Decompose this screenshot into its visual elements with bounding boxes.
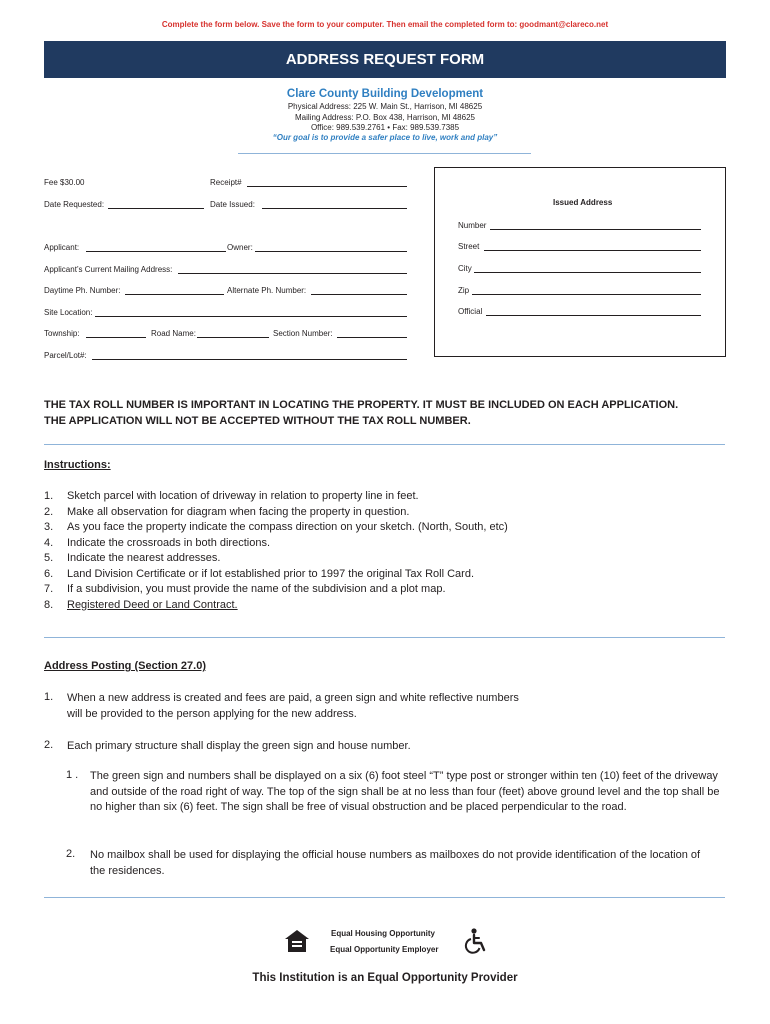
issued-number-field[interactable] — [490, 229, 701, 230]
date-issued-field[interactable] — [262, 208, 407, 209]
instruction-item: Land Division Certificate or if lot established prior to 1997 the original Tax Roll Card. — [67, 567, 475, 580]
issued-street-field[interactable] — [484, 250, 701, 251]
posting-subitem-2-num: 2. — [66, 848, 76, 860]
instruction-item: Sketch parcel with location of driveway in relation to property line in feet. — [67, 490, 419, 502]
issued-city-field[interactable] — [474, 272, 701, 273]
form-title-banner — [44, 41, 726, 78]
instruction-item: Indicate the nearest addresses. — [67, 552, 221, 564]
alternate-phone-label: Alternate Ph. Number: — [227, 286, 307, 295]
tax-roll-warning — [44, 397, 744, 429]
daytime-phone-label: Daytime Ph. Number: — [44, 286, 121, 295]
road-name-label: Road Name: — [151, 329, 196, 338]
owner-label: Owner: — [227, 243, 253, 252]
alternate-phone-field[interactable] — [311, 294, 407, 295]
department-motto: “Our goal is to provide a safer place to live, work and play” — [272, 133, 498, 142]
accessibility-icon — [462, 927, 490, 955]
department-name: Clare County Building Development — [286, 88, 484, 100]
instruction-number: 6. — [44, 567, 54, 580]
posting-heading: Address Posting (Section 27.0) — [44, 660, 206, 672]
section-divider-2 — [44, 637, 725, 638]
instruction-number: 8. — [44, 598, 54, 611]
instructions-heading: Instructions: — [44, 459, 111, 471]
issued-street-label: Street — [458, 242, 480, 251]
issued-city-label: City — [458, 264, 472, 273]
parcel-lot-label: Parcel/Lot#: — [44, 351, 87, 360]
mailing-address: Mailing Address: P.O. Box 438, Harrison, MI 48625 — [295, 113, 475, 122]
header-divider — [238, 153, 531, 154]
contact-numbers: Office: 989.539.2761 • Fax: 989.539.7385 — [310, 123, 460, 132]
physical-address: Physical Address: 225 W. Main St., Harrison, MI 48625 — [287, 102, 483, 111]
mailing-address-field[interactable] — [178, 273, 407, 274]
daytime-phone-field[interactable] — [125, 294, 224, 295]
warning-line-2: THE APPLICATION WILL NOT BE ACCEPTED WITHOUT THE TAX ROLL NUMBER. — [44, 415, 471, 427]
posting-subitem-2: No mailbox shall be used for displaying the official house numbers as mailboxes do not provide identification of the location of the residences. — [90, 849, 701, 877]
form-title: ADDRESS REQUEST FORM — [285, 51, 485, 68]
posting-item-1-num: 1. — [44, 691, 54, 703]
instruction-item: If a subdivision, you must provide the name of the subdivision and a plot map. — [67, 583, 446, 595]
road-name-field[interactable] — [197, 337, 269, 338]
section-number-label: Section Number: — [273, 329, 333, 338]
issued-number-label: Number — [458, 221, 487, 230]
top-instructions-note: Complete the form below. Save the form to your computer. Then email the completed form to: goodmant@clareco.net — [161, 20, 609, 29]
township-label: Township: — [44, 329, 80, 338]
parcel-lot-field[interactable] — [92, 359, 407, 360]
instruction-number: 3. — [44, 521, 54, 533]
posting-item-1-line-1: When a new address is created and fees are paid, a green sign and white reflective numbers — [67, 692, 519, 704]
owner-field[interactable] — [255, 251, 407, 252]
instruction-number: 1. — [44, 490, 54, 502]
posting-item-2-num: 2. — [44, 739, 54, 751]
posting-subitem-1: The green sign and numbers shall be displayed on a six (6) foot steel “T” type post or stronger within ten (10) feet of the driveway and outside of the road right of way. The top of the sign shall be at no less than four (feet) above ground level and the top shall be no higher than six (6) feet. The sign shall be free of visual obstruction and be placed perpendicular to the road. — [90, 770, 720, 813]
section-number-field[interactable] — [337, 337, 407, 338]
instruction-item: Registered Deed or Land Contract. — [67, 598, 238, 611]
township-field[interactable] — [86, 337, 146, 338]
date-requested-label: Date Requested: — [44, 200, 105, 209]
warning-line-1: THE TAX ROLL NUMBER IS IMPORTANT IN LOCATING THE PROPERTY. IT MUST BE INCLUDED ON EACH APPLICATION. — [44, 399, 679, 411]
posting-item-1-line-2: will be provided to the person applying for the new address. — [67, 707, 357, 720]
site-location-field[interactable] — [95, 316, 407, 317]
issued-official-field[interactable] — [486, 315, 701, 316]
section-divider-3 — [44, 897, 725, 898]
date-issued-label: Date Issued: — [210, 200, 255, 209]
receipt-label: Receipt# — [210, 178, 242, 187]
issued-zip-field[interactable] — [472, 294, 701, 295]
posting-subitem-1-num: 1 . — [66, 769, 79, 781]
issued-official-label: Official — [458, 307, 483, 316]
instruction-item: Make all observation for diagram when facing the property in question. — [67, 505, 410, 518]
issued-zip-label: Zip — [458, 286, 470, 295]
instruction-number: 2. — [44, 505, 54, 518]
instruction-number: 7. — [44, 583, 54, 595]
date-requested-field[interactable] — [108, 208, 204, 209]
issued-address-title: Issued Address — [553, 198, 613, 207]
instruction-item: As you face the property indicate the compass direction on your sketch. (North, South, etc) — [67, 521, 508, 533]
posting-item-2: Each primary structure shall display the green sign and house number. — [67, 740, 411, 752]
instruction-item: Indicate the crossroads in both directions. — [67, 536, 271, 549]
posting-item-1 — [67, 691, 727, 722]
mailing-address-label: Applicant’s Current Mailing Address: — [44, 265, 173, 274]
fee-label: Fee $30.00 — [44, 178, 85, 187]
equal-housing-icon — [284, 929, 310, 953]
section-divider-1 — [44, 444, 725, 445]
applicant-label: Applicant: — [44, 243, 80, 252]
applicant-field[interactable] — [86, 251, 226, 252]
instruction-number: 4. — [44, 536, 54, 549]
equal-employer-text: Equal Opportunity Employer — [330, 945, 439, 954]
issued-address-box — [434, 167, 726, 357]
equal-housing-text: Equal Housing Opportunity — [331, 929, 435, 938]
receipt-field[interactable] — [247, 186, 407, 187]
equal-opportunity-provider: This Institution is an Equal Opportunity Provider — [252, 972, 518, 984]
instruction-number: 5. — [44, 552, 54, 564]
site-location-label: Site Location: — [44, 308, 93, 317]
